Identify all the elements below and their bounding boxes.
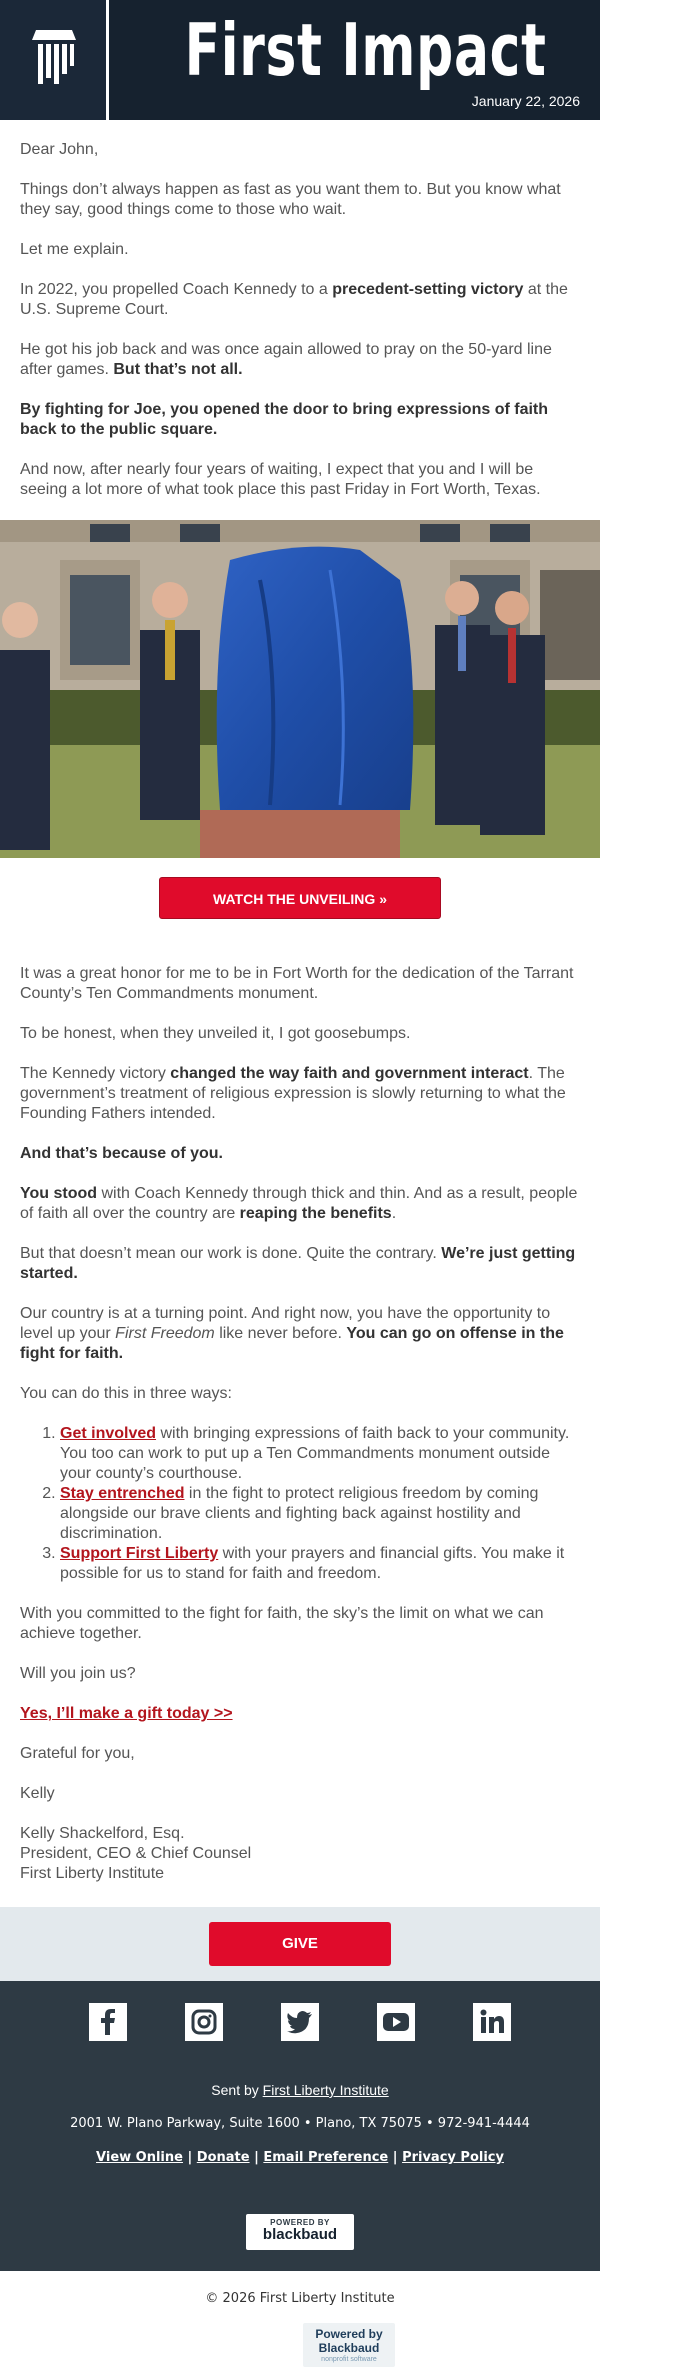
- bold-text: We’re just getting started.: [20, 1245, 576, 1282]
- paragraph: [20, 400, 580, 440]
- paragraph: Things don’t always happen as fast as you want them to. But you know what they say, good things come to those who wait.: [20, 181, 561, 218]
- paragraph: With you committed to the fight for faith, the sky’s the limit on what we can achieve together.: [20, 1605, 544, 1642]
- paragraph: Will you join us?: [20, 1665, 136, 1682]
- bold-text: You can go on offense in the fight for faith.: [20, 1325, 564, 1362]
- text: . The government’s treatment of religious expression is slowly returning to what the Founding Fathers intended.: [20, 1065, 566, 1122]
- paragraph: [20, 1304, 580, 1364]
- first-liberty-link[interactable]: First Liberty Institute: [262, 2082, 389, 2098]
- italic-text: First Freedom: [115, 1325, 215, 1342]
- bold-text: And that’s because of you.: [20, 1145, 223, 1162]
- list-item: [60, 1484, 580, 1544]
- youtube-icon[interactable]: [377, 2003, 415, 2041]
- sig-org: First Liberty Institute: [20, 1865, 165, 1882]
- bold-text: But that’s not all.: [113, 361, 243, 378]
- footer: [0, 1981, 600, 2271]
- list-item: [60, 1544, 580, 1584]
- logo[interactable]: [0, 0, 108, 120]
- text: He got his job back and was once again allowed to pray on the 50-yard line after games.: [20, 341, 552, 378]
- badge-line-1: Powered by: [315, 2327, 383, 2341]
- text: But that doesn’t mean our work is done. Quite the contrary.: [20, 1245, 442, 1262]
- watch-unveiling-button[interactable]: WATCH THE UNVEILING »: [159, 877, 441, 919]
- blackbaud-badge[interactable]: [246, 2214, 354, 2250]
- view-online-link[interactable]: View Online: [96, 2150, 183, 2165]
- header-date: January 22, 2026: [471, 93, 580, 109]
- text: In 2022, you propelled Coach Kennedy to a: [20, 281, 333, 298]
- text: Our country is at a turning point. And right now, you have the opportunity to level up your: [20, 1305, 551, 1342]
- paragraph: [20, 1144, 580, 1164]
- support-first-liberty-link[interactable]: Support First Liberty: [60, 1545, 219, 1562]
- paragraph: Let me explain.: [20, 241, 129, 258]
- sent-by: [0, 2082, 600, 2098]
- copyright: © 2026 First Liberty Institute: [205, 2291, 395, 2306]
- bold-text: By fighting for Joe, you opened the door to bring expressions of faith back to the public square.: [20, 401, 549, 438]
- badge-label: POWERED BY: [270, 2218, 330, 2227]
- bold-text: precedent-setting victory: [332, 281, 524, 298]
- pillar-logo-icon: [0, 0, 108, 120]
- paragraph: You can do this in three ways:: [20, 1385, 232, 1402]
- address: 2001 W. Plano Parkway, Suite 1600 • Plano, TX 75075 • 972-941-4444: [70, 2116, 530, 2131]
- list-item: [60, 1424, 580, 1484]
- paragraph: To be honest, when they unveiled it, I got goosebumps.: [20, 1025, 411, 1042]
- monument-unveiling-image: [0, 520, 600, 858]
- give-band: [0, 1907, 600, 1981]
- ways-list: [20, 1424, 580, 1584]
- text: .: [391, 1205, 397, 1222]
- badge-line-3: nonprofit software: [321, 2356, 377, 2363]
- letter-intro: [20, 140, 580, 520]
- text: with your prayers and financial gifts. You make it possible for us to stand for faith and freedom.: [60, 1545, 565, 1582]
- get-involved-link[interactable]: Get involved: [60, 1425, 157, 1442]
- unveiling-photo[interactable]: [0, 520, 600, 858]
- salutation: Dear John,: [20, 141, 99, 158]
- twitter-icon[interactable]: [281, 2003, 319, 2041]
- sig-name: Kelly Shackelford, Esq.: [20, 1825, 185, 1842]
- bold-text: reaping the benefits: [239, 1205, 392, 1222]
- text: in the fight to protect religious freedom by coming alongside our brave clients and fighting back against hostility and discrimination.: [60, 1485, 539, 1542]
- privacy-policy-link[interactable]: Privacy Policy: [402, 2150, 504, 2165]
- signature: [20, 1824, 580, 1884]
- separator: |: [388, 2150, 403, 2165]
- paragraph: [20, 1704, 580, 1724]
- text: like never before.: [214, 1325, 347, 1342]
- paragraph: And now, after nearly four years of waiting, I expect that you and I will be seeing a lot more of what took place this past Friday in Fort Worth, Texas.: [20, 461, 541, 498]
- paragraph: [20, 280, 580, 320]
- text: Sent by: [211, 2082, 263, 2098]
- text: at the U.S. Supreme Court.: [20, 281, 568, 318]
- text: The Kennedy victory: [20, 1065, 171, 1082]
- badge-brand: blackbaud: [262, 2226, 338, 2243]
- closing: Grateful for you,: [20, 1745, 135, 1762]
- bold-text: You stood: [20, 1185, 98, 1202]
- paragraph: [20, 1064, 580, 1124]
- paragraph: [20, 1184, 580, 1224]
- footer-links: [0, 2150, 600, 2165]
- facebook-icon[interactable]: [89, 2003, 127, 2041]
- give-button[interactable]: GIVE: [209, 1922, 391, 1966]
- paragraph: [20, 340, 580, 380]
- text: with bringing expressions of faith back to your community. You too can work to put up a Ten Commandments monument outside your county’s courthouse.: [60, 1425, 570, 1482]
- sig-title: President, CEO & Chief Counsel: [20, 1845, 252, 1862]
- instagram-icon[interactable]: [185, 2003, 223, 2041]
- blackbaud-bottom-badge[interactable]: [303, 2323, 395, 2367]
- brand-title: First Impact: [184, 8, 547, 92]
- email-preference-link[interactable]: Email Preference: [263, 2150, 389, 2165]
- signoff: Kelly: [20, 1785, 55, 1802]
- paragraph: [20, 1244, 580, 1284]
- gift-link[interactable]: Yes, I’ll make a gift today >>: [20, 1705, 233, 1722]
- separator: |: [249, 2150, 264, 2165]
- paragraph: It was a great honor for me to be in Fort Worth for the dedication of the Tarrant County’s Ten Commandments monument.: [20, 965, 574, 1002]
- logo-divider: [106, 0, 109, 120]
- badge-line-2: Blackbaud: [318, 2341, 380, 2355]
- text: with Coach Kennedy through thick and thin. And as a result, people of faith all over the country are: [20, 1185, 578, 1222]
- header-banner: [0, 0, 600, 120]
- linkedin-icon[interactable]: [473, 2003, 511, 2041]
- stay-entrenched-link[interactable]: Stay entrenched: [60, 1485, 185, 1502]
- separator: |: [182, 2150, 197, 2165]
- bold-text: changed the way faith and government interact: [170, 1065, 529, 1082]
- donate-link[interactable]: Donate: [196, 2150, 250, 2165]
- letter-body: [20, 964, 580, 1904]
